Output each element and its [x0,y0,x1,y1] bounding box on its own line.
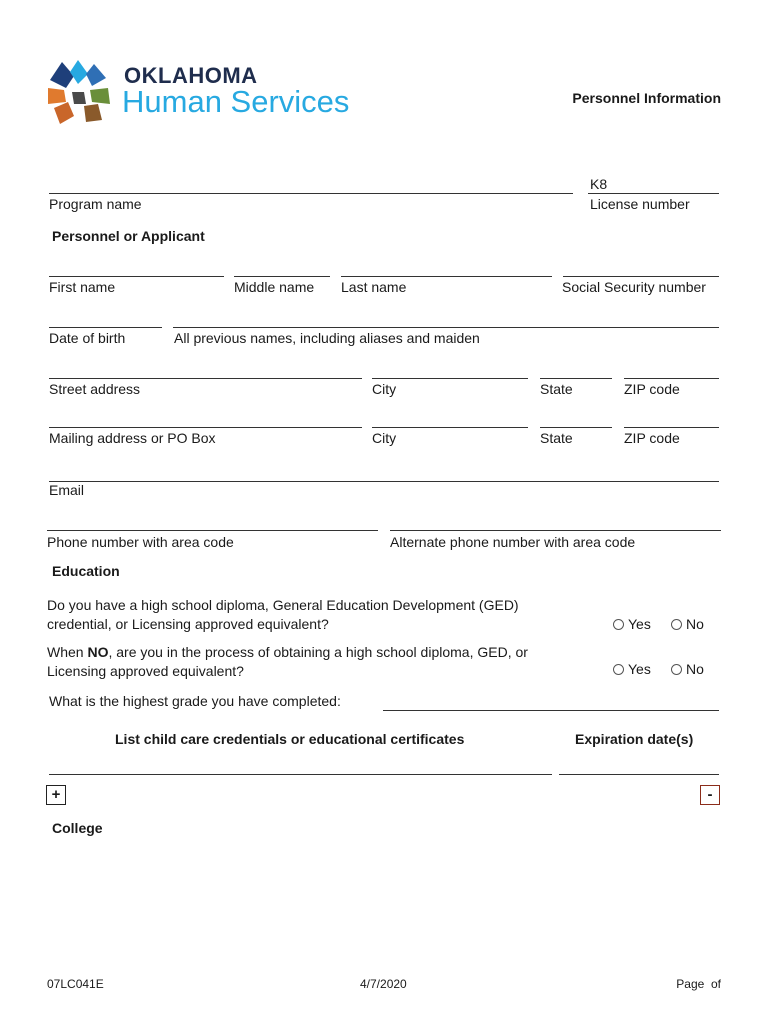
logo-text-human-services: Human Services [122,84,350,119]
section-college-heading: College [52,820,103,836]
ssn-label: Social Security number [562,279,706,295]
highest-grade-label: What is the highest grade you have completed: [49,693,341,709]
question-diploma: Do you have a high school diploma, General Education Development (GED) credential, or Licensing approved equivalent? [47,597,519,632]
license-number-field[interactable] [588,193,719,194]
phone-field[interactable] [47,530,378,531]
radio-circle-icon [671,664,682,675]
radio-diploma-yes[interactable] [613,616,651,632]
expiration-header: Expiration date(s) [575,731,694,747]
form-date: 4/7/2020 [360,977,407,991]
agency-logo [44,58,384,128]
street-address-field[interactable] [49,378,362,379]
state-field[interactable] [540,378,612,379]
date-of-birth-field[interactable] [49,327,162,328]
radio-circle-icon [671,619,682,630]
email-label: Email [49,482,85,498]
program-name-field[interactable] [49,193,573,194]
last-name-label: Last name [341,279,407,295]
alt-phone-field[interactable] [390,530,721,531]
radio-no-label: No [686,616,704,632]
logo-text-oklahoma: OKLAHOMA [124,63,258,88]
email-field[interactable] [49,481,719,482]
oklahoma-star-icon [44,58,114,128]
radio-in-process-yes[interactable] [613,661,651,677]
mailing-state-label: State [540,430,573,446]
question-in-process [47,643,577,681]
highest-grade-field[interactable] [383,710,719,711]
first-name-label: First name [49,279,116,295]
radio-no-label: No [686,661,704,677]
zip-field[interactable] [624,378,719,379]
mailing-city-label: City [372,430,397,446]
middle-name-field[interactable] [234,276,330,277]
expiration-field[interactable] [559,774,719,775]
ssn-field[interactable] [563,276,719,277]
radio-yes-label: Yes [628,616,651,632]
middle-name-label: Middle name [234,279,315,295]
mailing-address-label: Mailing address or PO Box [49,430,216,446]
alt-phone-label: Alternate phone number with area code [390,534,636,550]
mailing-zip-field[interactable] [624,427,719,428]
program-name-label: Program name [49,196,142,212]
form-code: 07LC041E [47,977,104,991]
radio-yes-label: Yes [628,661,651,677]
city-label: City [372,381,397,397]
previous-names-label: All previous names, including aliases and maiden [174,330,480,346]
page-title: Personnel Information [572,90,721,106]
question-in-process-rest: , are you in the process of obtaining a high school diploma, GED, or Licensing approved equivalent? [47,644,528,679]
date-of-birth-label: Date of birth [49,330,126,346]
radio-circle-icon [613,664,624,675]
remove-row-button[interactable]: - [700,785,720,805]
street-address-label: Street address [49,381,141,397]
page-number: Page of [676,977,721,991]
license-number-value[interactable]: K8 [590,176,608,192]
section-education-heading: Education [52,563,120,579]
mailing-zip-label: ZIP code [624,430,680,446]
mailing-city-field[interactable] [372,427,528,428]
state-label: State [540,381,573,397]
credential-field[interactable] [49,774,552,775]
radio-diploma-no[interactable] [671,616,704,632]
last-name-field[interactable] [341,276,552,277]
mailing-state-field[interactable] [540,427,612,428]
add-row-button[interactable]: + [46,785,66,805]
radio-in-process-no[interactable] [671,661,704,677]
phone-label: Phone number with area code [47,534,234,550]
question-in-process-bold: NO [87,644,109,660]
section-personnel-heading: Personnel or Applicant [52,228,205,244]
license-number-label: License number [590,196,690,212]
zip-label: ZIP code [624,381,680,397]
credentials-header: List child care credentials or educational certificates [115,731,465,747]
mailing-address-field[interactable] [49,427,362,428]
previous-names-field[interactable] [173,327,719,328]
radio-circle-icon [613,619,624,630]
question-in-process-prefix: When [47,644,88,660]
first-name-field[interactable] [49,276,224,277]
city-field[interactable] [372,378,528,379]
